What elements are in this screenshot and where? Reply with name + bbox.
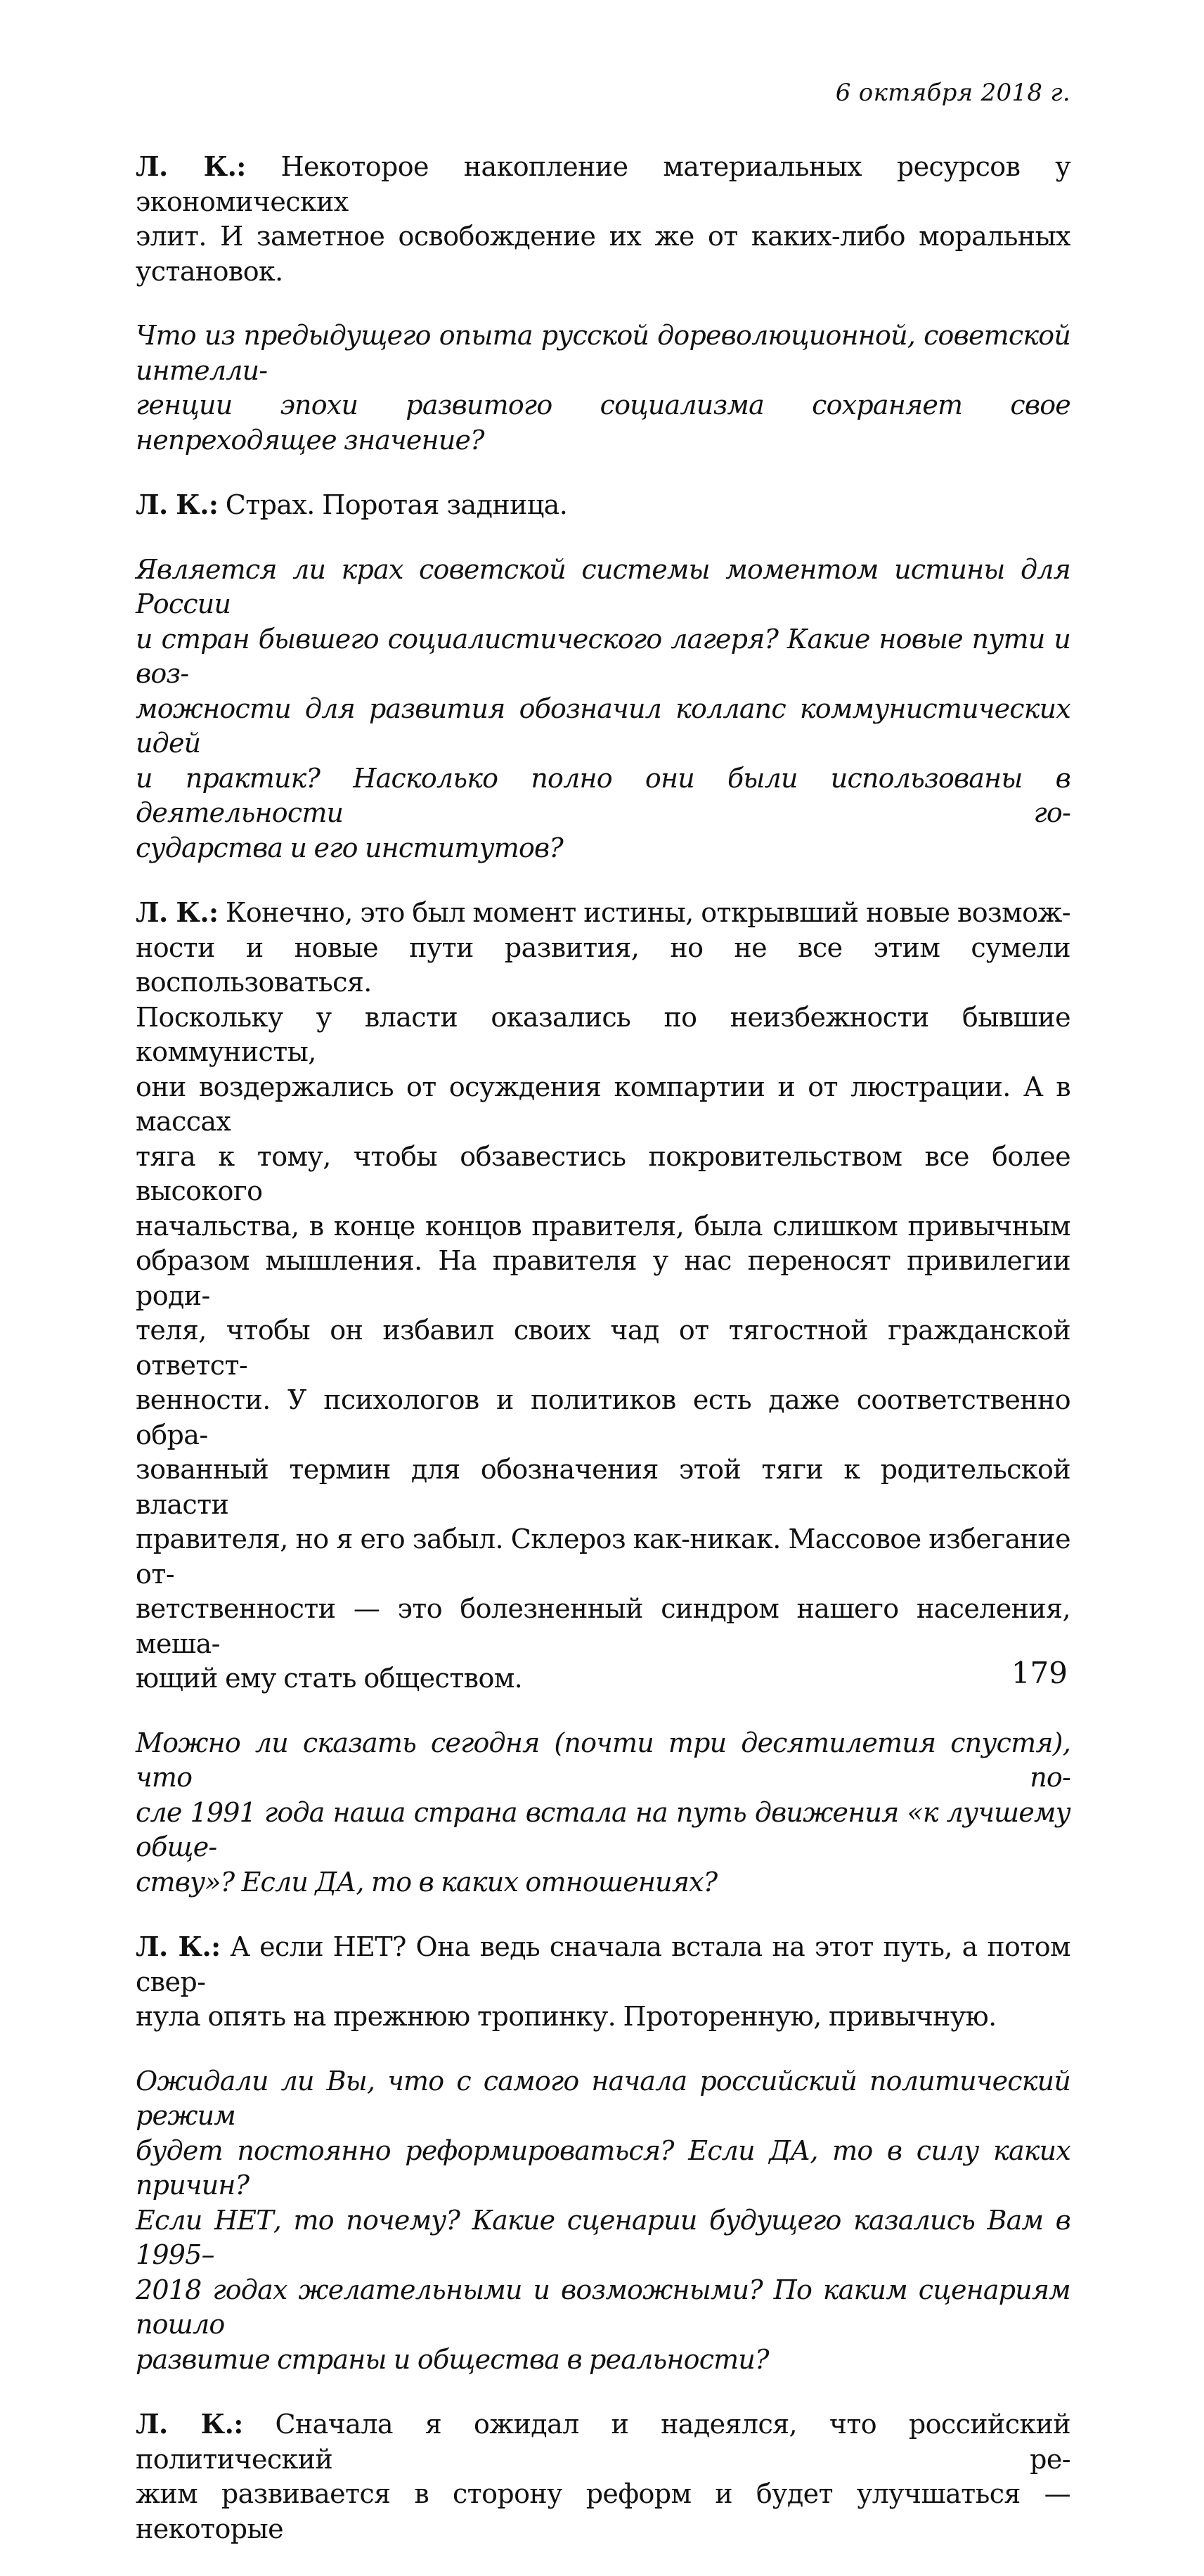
text-line: образом мышления. На правителя у нас переносят привилегии роди- [136,1245,1070,1311]
speaker-label: Л. К.: [136,150,246,182]
speaker-label: Л. К.: [136,1931,221,1962]
text-line: ющий ему стать обществом. [136,1663,523,1694]
text-line: нула опять на прежнюю тропинку. Проторенную, привычную. [136,2001,997,2032]
text-line: можности для развития обозначил коллапс коммунистических идей [136,693,1070,759]
answer-paragraph [136,895,1070,1696]
text-line: развитие страны и общества в реальности? [136,2343,769,2375]
book-page [136,0,1070,2544]
text-line: зованный термин для обозначения этой тяги к родительской власти [136,1454,1070,1520]
text-line: ности и новые пути развития, но не все этим сумели воспользоваться. [136,932,1070,998]
text-line: А если НЕТ? Она ведь сначала встала на этот путь, а потом свер- [136,1931,1070,1997]
text-line: Сначала я ожидал и надеялся, что российский политический ре- [136,2409,1070,2475]
text-line: Является ли крах советской системы моментом истины для России [136,553,1070,619]
text-line: теля, чтобы он избавил своих чад от тягостной гражданской ответст- [136,1315,1070,1381]
text-line: 2018 годах желательными и возможными? По каким сценариям пошло [136,2274,1070,2340]
text-line: Страх. Поротая задница. [225,489,568,520]
text-line: Ожидали ли Вы, что с самого начала российский политический режим [136,2065,1070,2131]
question-paragraph [136,1726,1070,1900]
text-line: будет постоянно реформироваться? Если ДА, то в силу каких причин? [136,2134,1070,2201]
body-text [136,149,1070,2576]
text-line: элит. И заметное освобождение их же от каких-либо моральных установок. [136,221,1070,287]
text-line: Некоторое накопление материальных ресурсов у экономических [136,151,1070,217]
question-paragraph [136,318,1070,458]
text-line: тяга к тому, чтобы обзавестись покровительством все более высокого [136,1140,1070,1206]
question-paragraph [136,553,1070,866]
text-line: правителя, но я его забыл. Склероз как-никак. Массовое избегание от- [136,1524,1070,1590]
text-line: Можно ли сказать сегодня (почти три десятилетия спустя), что по- [136,1727,1070,1793]
speaker-label: Л. К.: [136,489,219,520]
question-paragraph [136,2064,1070,2378]
speaker-label: Л. К.: [136,896,219,928]
text-line: Что из предыдущего опыта русской дореволюционной, советской интелли- [136,320,1070,386]
text-line: сле 1991 года наша страна встала на путь движения «к лучшему обще- [136,1796,1070,1862]
text-line: жим развивается в сторону реформ и будет улучшаться — некоторые [136,2478,1070,2544]
text-line: Конечно, это был момент истины, открывший новые возмож- [226,897,1070,928]
answer-paragraph [136,2407,1070,2546]
answer-paragraph [136,1929,1070,2035]
text-line: ству»? Если ДА, то в каких отношениях? [136,1866,718,1898]
text-line: венности. У психологов и политиков есть даже соответственно обра- [136,1384,1070,1450]
running-head-date: 6 октября 2018 г. [835,79,1070,107]
answer-paragraph [136,487,1070,523]
text-line: ветственности — это болезненный синдром нашего населения, меша- [136,1593,1070,1659]
answer-paragraph [136,149,1070,289]
text-line: начальства, в конце концов правителя, была слишком привычным [136,1210,1070,1242]
text-line: они воздержались от осуждения компартии и от люстрации. А в массах [136,1071,1070,1137]
page-number: 179 [1011,1656,1068,1690]
speaker-label: Л. К.: [136,2408,243,2440]
text-line: генции эпохи развитого социализма сохраняет свое непреходящее значение? [136,389,1070,456]
text-line: Поскольку у власти оказались по неизбежности бывшие коммунисты, [136,1001,1070,1067]
text-line: и стран бывшего социалистического лагеря? Какие новые пути и воз- [136,623,1070,689]
text-line: и практик? Насколько полно они были использованы в деятельности го- [136,762,1070,828]
text-line: сударства и его институтов? [136,832,563,863]
text-line: Если НЕТ, то почему? Какие сценарии будущего казались Вам в 1995– [136,2204,1070,2270]
